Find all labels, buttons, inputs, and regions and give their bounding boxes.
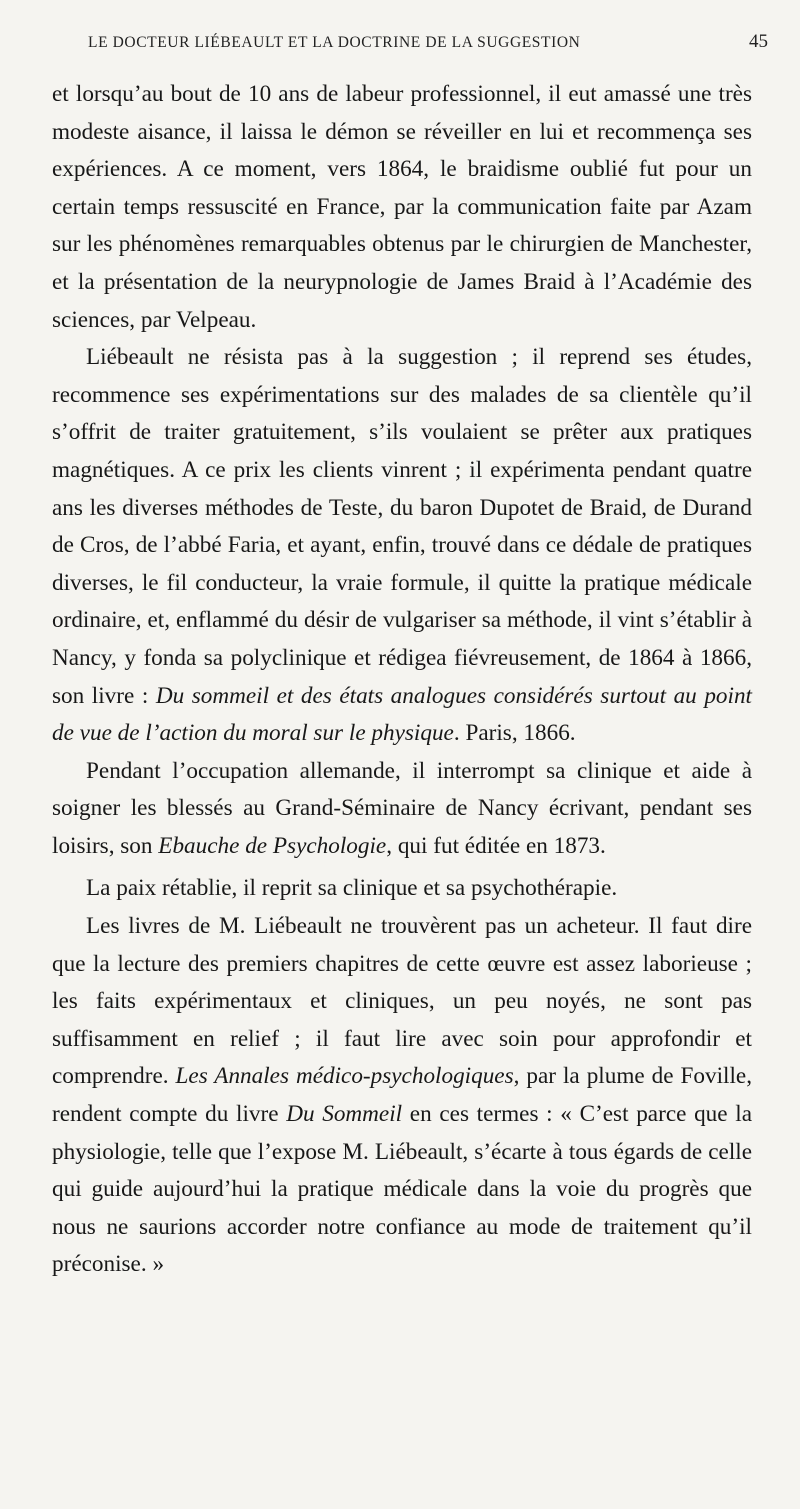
running-header xyxy=(88,31,768,52)
paragraph-3 xyxy=(52,753,752,866)
paragraph-5-text-mid: , par la plume de Foville, rendent compte du livre xyxy=(52,1063,753,1128)
paragraph-3-text: Pendant l’occupation allemande, il interrompt sa clinique et aide à soigner les blessés au Grand-Séminaire de Nancy écrivant, pendant ses loisirs, son xyxy=(52,757,752,859)
book-title-du-sommeil-short: Du Sommeil xyxy=(286,1101,403,1128)
book-title-ebauche: Ebauche de Psychologie xyxy=(158,832,387,859)
paragraph-5-text-end: en ces termes : « C’est parce que la physiologie, telle que l’expose M. Liébeault, s’écarte à tous égards de celle qui guide aujourd’hui la pratique médicale dans la voie du progrès que nous ne saurions accorder notre confiance au mode de traitement qu’il préconise. » xyxy=(52,1101,752,1278)
body-text xyxy=(52,76,752,1284)
running-title: LE DOCTEUR LIÉBEAULT ET LA DOCTRINE DE LA SUGGESTION xyxy=(88,34,581,51)
paragraph-5 xyxy=(52,908,752,1284)
paragraph-1 xyxy=(52,76,752,339)
paragraph-2-text: Liébeault ne résista pas à la suggestion ; il reprend ses études, recommence ses expérimentations sur des malades de sa clientèle qu’il s’offrit de traiter gratuitement, s’ils voulaient se prêter aux pratiques magnétiques. A ce prix les clients vinrent ; il expérimenta pendant quatre ans les diverses méthodes de Teste, du baron Dupotet de Braid, de Durand de Cros, de l’abbé Faria, et ayant, enfin, trouvé dans ce dédale de pratiques diverses, le fil conducteur, la vraie formule, il quitte la pratique médicale ordinaire, et, enflammé du désir de vulgariser sa méthode, il vint s’établir à Nancy, y fonda sa polyclinique et rédigea fiévreusement, de 1864 à 1866, son livre : xyxy=(52,344,752,709)
paragraph-5-text: Les livres de M. Liébeault ne trouvèrent pas un acheteur. Il faut dire que la lecture des premiers chapitres de cette œuvre est assez laborieuse ; les faits expérimentaux et cliniques, un peu noyés, ne sont pas suffisamment en relief ; il faut lire avec soin pour approfondir et comprendre. xyxy=(52,913,752,1090)
book-title-du-sommeil: Du sommeil et des états analogues considérés surtout au point de vue de l’action du moral sur le physique xyxy=(52,682,752,747)
paragraph-2-text-end: . Paris, 1866. xyxy=(453,720,576,747)
paragraph-4-text: La paix rétablie, il reprit sa clinique et sa psychothérapie. xyxy=(86,875,618,902)
paragraph-3-text-end: , qui fut éditée en 1873. xyxy=(386,832,606,859)
paragraph-4 xyxy=(52,870,752,908)
paragraph-1-text: et lorsqu’au bout de 10 ans de labeur professionnel, il eut amassé une très modeste aisance, il laissa le démon se réveiller en lui et recommença ses expériences. A ce moment, vers 1864, le braidisme oublié fut pour un certain temps ressuscité en France, par la communication faite par Azam sur les phénomènes remarquables obtenus par le chirurgien de Manchester, et la présentation de la neurypnologie de James Braid à l’Académie des sciences, par Velpeau. xyxy=(52,81,752,333)
paragraph-2 xyxy=(52,339,752,753)
journal-title-annales: Les Annales médico-psychologiques xyxy=(175,1063,514,1090)
page-number: 45 xyxy=(749,31,768,52)
